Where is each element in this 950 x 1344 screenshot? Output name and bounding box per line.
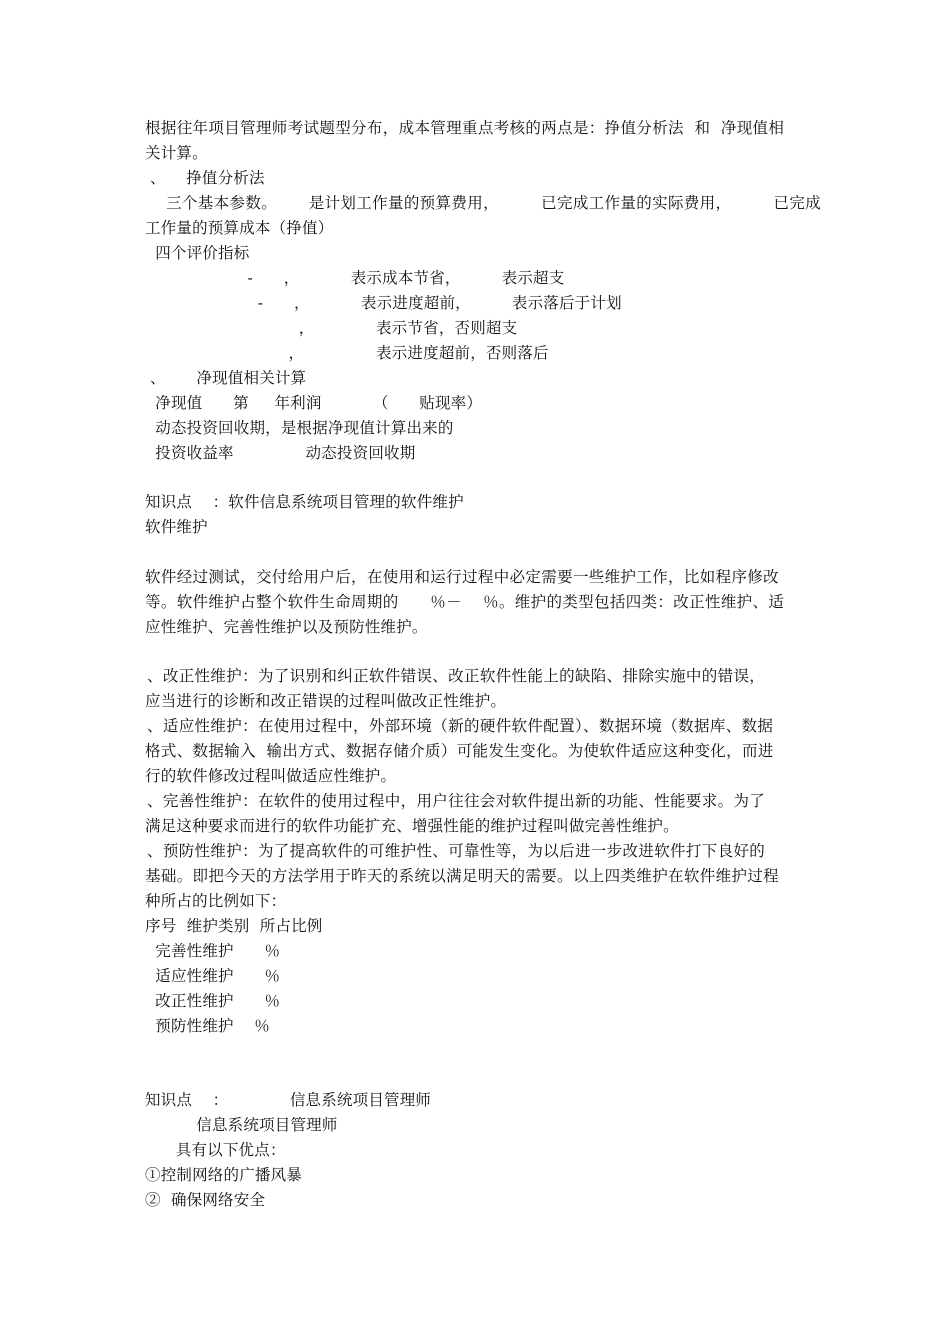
knowledge-point-heading: 知识点 ： 信息系统项目管理师 — [145, 1091, 432, 1109]
text-line: ， 表示节省，否则超支 — [145, 319, 518, 337]
text-line: 基础。即把今天的方法学用于昨天的系统以满足明天的需要。以上四类维护在软件维护过程 — [145, 867, 780, 885]
table-row: 适应性维护 ％ — [145, 967, 281, 985]
text-line: 信息系统项目管理师 — [145, 1116, 338, 1134]
text-line: 软件经过测试，交付给用户后，在使用和运行过程中必定需要一些维护工作，比如程序修改 — [145, 568, 780, 586]
table-row: 改正性维护 ％ — [145, 992, 281, 1010]
text-line: - ， 表示成本节省， 表示超支 — [145, 269, 565, 287]
text-line: 、改正性维护：为了识别和纠正软件错误、改正软件性能上的缺陷、排除实施中的错误， — [147, 667, 766, 685]
text-line: 工作量的预算成本（挣值） — [145, 219, 334, 237]
text-line: 根据往年项目管理师考试题型分布，成本管理重点考核的两点是：挣值分析法 和 净现值相 — [145, 119, 785, 137]
text-line: 、预防性维护：为了提高软件的可维护性、可靠性等，为以后进一步改进软件打下良好的 — [147, 842, 766, 860]
table-row: 预防性维护 ％ — [145, 1017, 270, 1035]
text-line: 应当进行的诊断和改正错误的过程叫做改正性维护。 — [145, 692, 507, 710]
text-line: 等。软件维护占整个软件生命周期的 ％－ ％。维护的类型包括四类：改正性维护、适 — [145, 593, 785, 611]
text-line: 格式、数据输入 输出方式、数据存储介质）可能发生变化。为使软件适应这种变化，而进 — [145, 742, 774, 760]
text-line: 、完善性维护：在软件的使用过程中，用户往往会对软件提出新的功能、性能要求。为了 — [147, 792, 766, 810]
text-line: 投资收益率 动态投资回收期 — [145, 444, 416, 462]
text-line: 软件维护 — [145, 518, 208, 536]
list-item: ①控制网络的广播风暴 — [145, 1166, 303, 1184]
text-line: 应性维护、完善性维护以及预防性维护。 — [145, 618, 428, 636]
text-line: 四个评价指标 — [145, 244, 250, 262]
text-line: 满足这种要求而进行的软件功能扩充、增强性能的维护过程叫做完善性维护。 — [145, 817, 679, 835]
text-line: - ， 表示进度超前， 表示落后于计划 — [145, 294, 622, 312]
section-heading: 、 净现值相关计算 — [150, 369, 307, 387]
text-line: 三个基本参数。 是计划工作量的预算费用， 已完成工作量的实际费用， 已完成 — [145, 194, 822, 212]
text-line: 、适应性维护：在使用过程中，外部环境（新的硬件软件配置）、数据环境（数据库、数据 — [147, 717, 774, 735]
text-line: 动态投资回收期，是根据净现值计算出来的 — [145, 419, 454, 437]
text-line: 具有以下优点： — [145, 1141, 286, 1159]
text-line: ， 表示进度超前，否则落后 — [145, 344, 549, 362]
table-header: 序号 维护类别 所占比例 — [145, 917, 323, 935]
table-row: 完善性维护 ％ — [145, 942, 281, 960]
text-line: 行的软件修改过程叫做适应性维护。 — [145, 767, 397, 785]
text-line: 关计算。 — [145, 144, 208, 162]
section-heading: 、 挣值分析法 — [150, 169, 265, 187]
text-line: 净现值 第 年利润 （ 贴现率） — [145, 394, 483, 412]
knowledge-point-heading: 知识点 ：软件信息系统项目管理的软件维护 — [145, 493, 464, 511]
list-item: ② 确保网络安全 — [145, 1191, 266, 1209]
text-line: 种所占的比例如下： — [145, 892, 287, 910]
